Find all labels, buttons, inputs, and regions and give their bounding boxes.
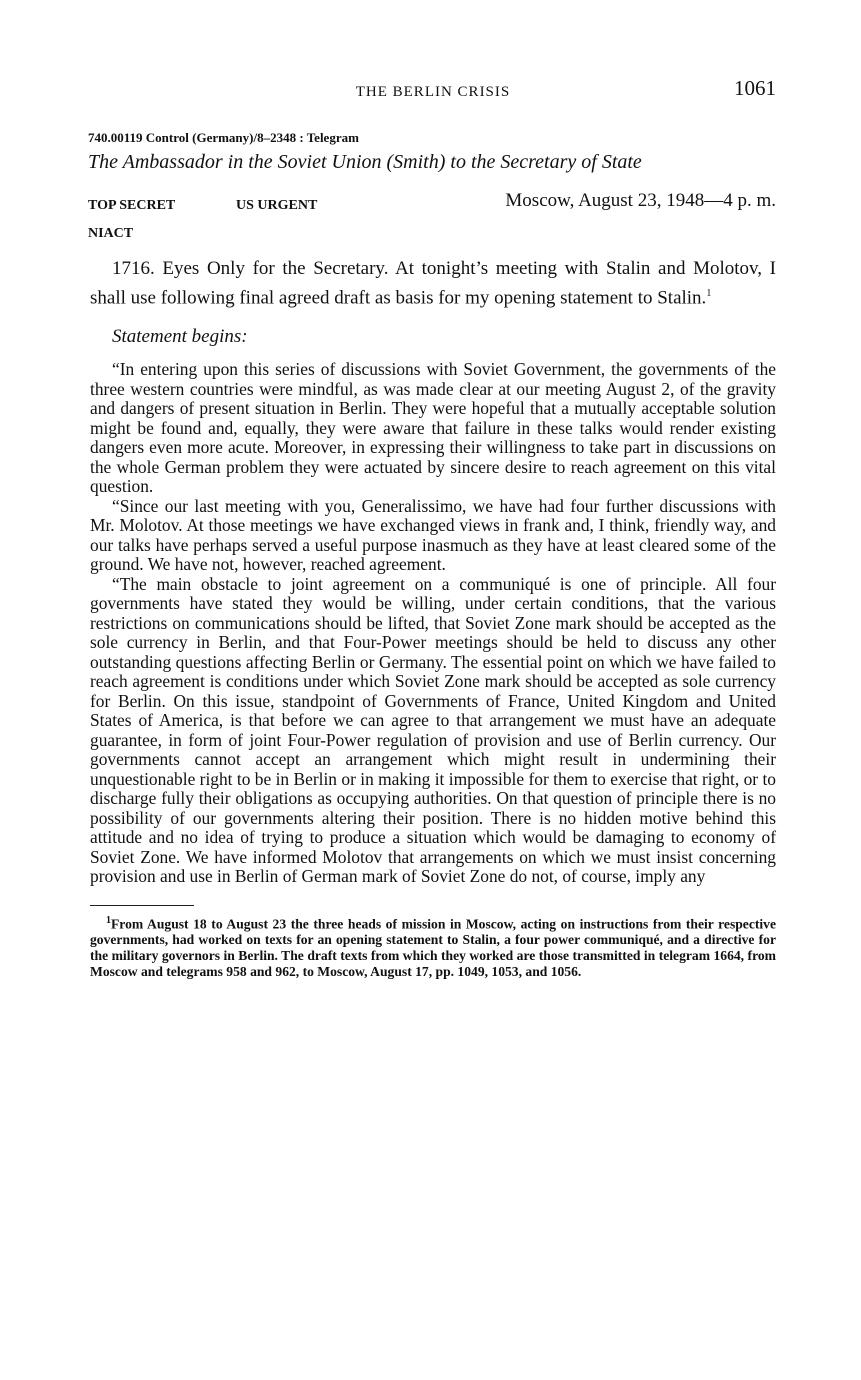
classification-top-secret: TOP SECRET [88, 198, 176, 213]
opening-paragraph [90, 256, 776, 310]
statement-paragraph-3: “The main obstacle to joint agreement on a communiqué is one of principle. All four governments have stated they would be willing, under certain conditions, that the various restrictions on communications should be lifted, that Soviet Zone mark should be accepted as the sole currency in Berlin, and that Four-Power meetings should be held to discuss any other outstanding questions affecting Berlin or Germany. The essential point on which we have failed to reach agreement is conditions under which Soviet Zone mark should be accepted as sole currency for Berlin. On this issue, standpoint of Governments of France, United Kingdom and United States of America, is that before we can agree to that arrangement we must have an adequate guarantee, in form of joint Four-Power regulation of provision and use of Berlin currency. Our governments cannot accept an arrangement which might result in undermining their unquestionable right to be in Berlin or in making it impossible for them to exercise that right, or to discharge fully their obligations as occupying authorities. On that question of principle there is no possibility of our governments altering their position. There is no hidden motive behind this attitude and no idea of trying to produce a situation which would be damaging to economy of Soviet Zone. We have informed Molotov that arrangements on which we must insist concerning provision and use in Berlin of German mark of Soviet Zone do not, of course, imply any [90, 573, 776, 887]
document-title: The Ambassador in the Soviet Union (Smith) to the Secretary of State [88, 151, 642, 173]
classification-urgent: US URGENT [236, 198, 318, 213]
page-number: 1061 [734, 76, 776, 100]
footnote-reference: 1 [706, 288, 712, 299]
footnote [90, 913, 776, 981]
opening-paragraph-text: 1716. Eyes Only for the Secretary. At tonight’s meeting with Stalin and Molotov, I shall use following final agreed draft as basis for my opening statement to Stalin. [90, 258, 776, 309]
file-reference: 740.00119 Control (Germany)/8–2348 : Telegram [88, 130, 359, 145]
statement-paragraph-1: “In entering upon this series of discussions with Soviet Government, the governments of the three western countries were mindful, as was made clear at our meeting August 2, of the gravity and dangers of present situation in Berlin. They were hopeful that a mutually acceptable solution might be found and, equally, they were aware that failure in these talks would render existing dangers even more acute. Moreover, in expressing their willingness to take part in discussions on the whole German problem they were actuated by sincere desire to reach agreement on this vital question. [90, 359, 776, 497]
running-title: THE BERLIN CRISIS [355, 84, 511, 100]
statement-paragraph-2: “Since our last meeting with you, Generalissimo, we have had four further discussions with Mr. Molotov. At those meetings we have exchanged views in frank and, I think, friendly way, and our talks have perhaps served a useful purpose inasmuch as they have at least cleared some of the ground. We have not, however, reached agreement. [90, 495, 776, 575]
classification-block [90, 190, 776, 242]
statement-begins-heading: Statement begins: [112, 326, 248, 348]
footnote-marker: 1 [106, 914, 111, 926]
document-page [90, 70, 776, 980]
footnote-text: From August 18 to August 23 the three heads of mission in Moscow, acting on instructions from their respective governments, had worked on texts for an opening statement to Stalin, a four power communiqué, and a directive for the military governors in Berlin. The draft texts from which they worked are those transmitted in telegram 1664, from Moscow and telegrams 958 and 962, to Moscow, August 17, pp. 1049, 1053, and 1056. [90, 916, 776, 980]
running-head [90, 70, 776, 110]
footnote-divider [90, 905, 194, 906]
classification-niact: NIACT [88, 226, 134, 241]
dateline: Moscow, August 23, 1948—4 p. m. [505, 190, 776, 211]
